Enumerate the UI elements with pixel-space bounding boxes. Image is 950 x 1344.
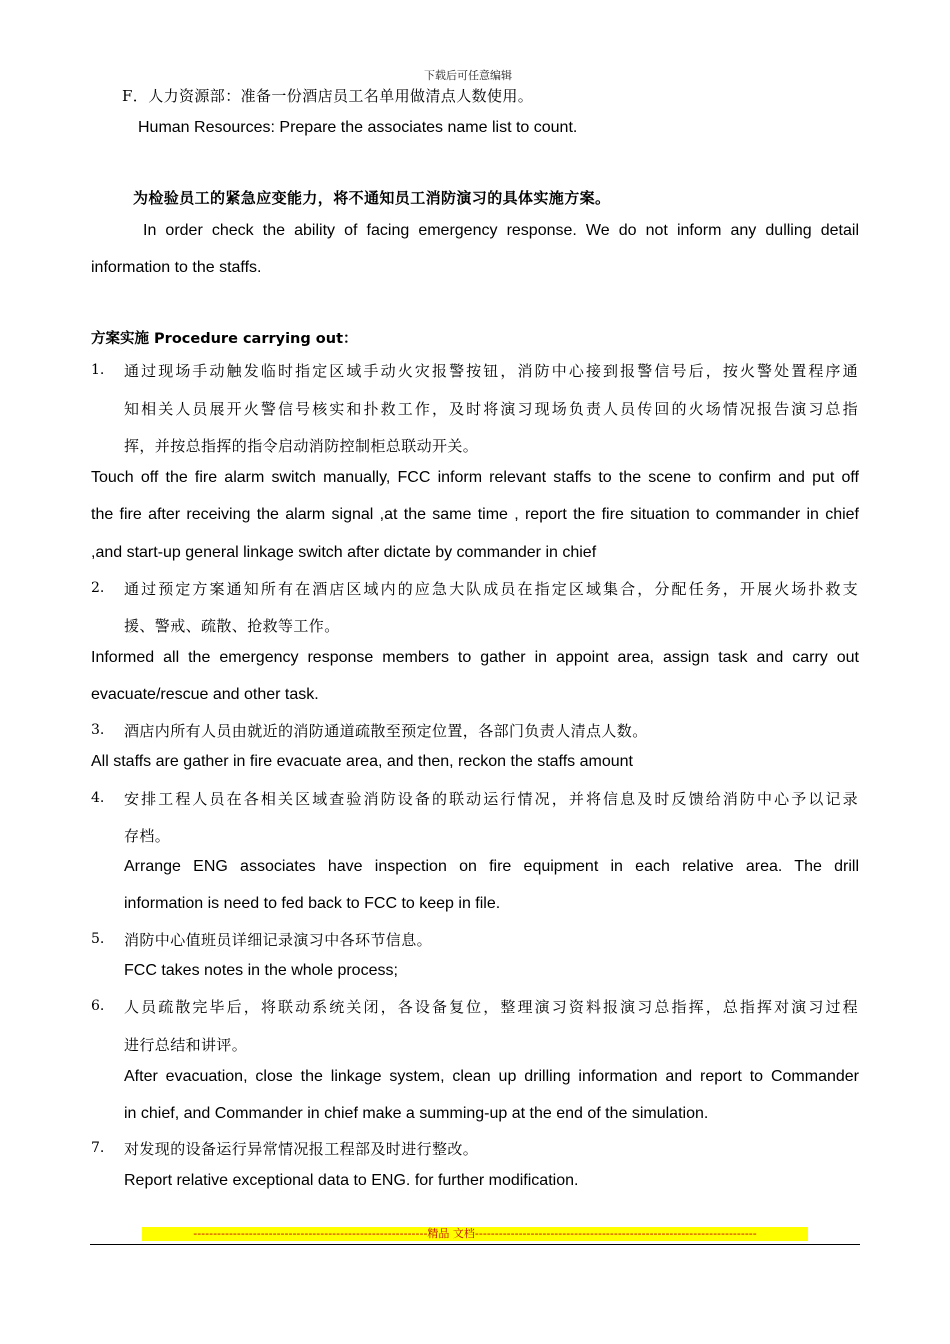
item-cn-line: 挥，并按总指挥的指令启动消防控制柜总联动开关。 [124, 437, 479, 455]
item-number: 2. [91, 580, 105, 596]
item-en-line: Report relative exceptional data to ENG. for further modification. [124, 1172, 579, 1189]
item-number: 4. [91, 790, 105, 806]
item-en-line: ,and start-up general linkage switch after dictate by commander in chief [91, 544, 597, 561]
item-en-line: Touch off the fire alarm switch manually, FCC inform relevant staffs to the scene to confirm and put off [91, 469, 859, 486]
footer-banner [142, 1227, 808, 1241]
footer-rule [90, 1244, 860, 1245]
hr-instruction-en: Human Resources: Prepare the associates name list to count. [138, 119, 578, 136]
header-note: 下载后可任意编辑 [424, 69, 512, 82]
item-cn-line: 对发现的设备运行异常情况报工程部及时进行整改。 [124, 1140, 479, 1158]
item-number: 7. [91, 1140, 105, 1156]
item-cn-line: 知相关人员展开火警信号核实和扑救工作，及时将演习现场负责人员传回的火场情况报告演习总指 [124, 400, 858, 418]
item-cn-line: 通过预定方案通知所有在酒店区域内的应急大队成员在指定区域集合，分配任务，开展火场扑救支 [124, 580, 858, 598]
item-en-line: All staffs are gather in fire evacuate area, and then, reckon the staffs amount [91, 753, 633, 770]
item-cn-line: 进行总结和讲评。 [124, 1036, 248, 1054]
item-cn-line: 安排工程人员在各相关区域查验消防设备的联动运行情况，并将信息及时反馈给消防中心予以记录 [124, 790, 858, 808]
footer-dashes-right: ----------------------------------------------------------------------- [474, 1227, 757, 1240]
item-en-line: in chief, and Commander in chief make a summing-up at the end of the simulation. [124, 1105, 709, 1122]
item-en-line: Informed all the emergency response members to gather in appoint area, assign task and carry out [91, 649, 859, 666]
item-cn-line: 存档。 [124, 827, 171, 845]
item-en-line: the fire after receiving the alarm signal ,at the same time , report the fire situation to commander in chief [91, 506, 859, 523]
item-cn-line: 人员疏散完毕后，将联动系统关闭，各设备复位，整理演习资料报演习总指挥，总指挥对演习过程 [124, 998, 858, 1016]
item-en-line: Arrange ENG associates have inspection on fire equipment in each relative area. The drill [124, 858, 859, 875]
plan-desc-en-line1: In order check the ability of facing emergency response. We do not inform any dulling detail [143, 222, 859, 239]
item-en-line: After evacuation, close the linkage system, clean up drilling information and report to Commander [124, 1068, 859, 1085]
item-cn-line: 酒店内所有人员由就近的消防通道疏散至预定位置，各部门负责人清点人数。 [124, 722, 648, 740]
item-en-line: information is need to fed back to FCC to keep in file. [124, 895, 501, 912]
item-cn-line: 通过现场手动触发临时指定区域手动火灾报警按钮，消防中心接到报警信号后，按火警处置程序通 [124, 362, 858, 380]
item-number: 1. [91, 362, 105, 378]
hr-instruction-cn: F．人力资源部：准备一份酒店员工名单用做清点人数使用。 [122, 87, 534, 105]
plan-title-cn: 为检验员工的紧急应变能力，将不通知员工消防演习的具体实施方案。 [133, 189, 611, 207]
footer-dashes-left: ----------------------------------------------------------- [193, 1227, 428, 1240]
item-cn-line: 援、警戒、疏散、抢救等工作。 [124, 617, 340, 635]
item-en-line: evacuate/rescue and other task. [91, 686, 319, 703]
footer-label: 精品 文档 [427, 1227, 475, 1240]
item-cn-line: 消防中心值班员详细记录演习中各环节信息。 [124, 931, 433, 949]
item-number: 6. [91, 998, 105, 1014]
procedure-heading: 方案实施 Procedure carrying out： [91, 331, 358, 347]
item-number: 5. [91, 931, 105, 947]
item-en-line: FCC takes notes in the whole process; [124, 962, 398, 979]
item-number: 3. [91, 722, 105, 738]
plan-desc-en-line2: information to the staffs. [91, 259, 262, 276]
